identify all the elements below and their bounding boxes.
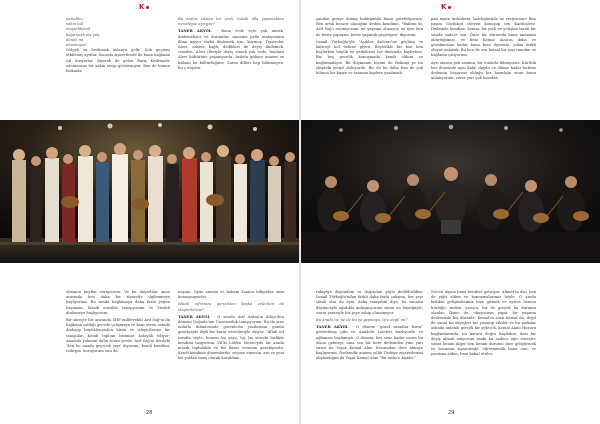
left-bottom-column-2	[178, 290, 284, 390]
speaker-name: TANER AKYOL	[316, 325, 349, 330]
question: Müzik sıfırınıza gerçekten başka evlerden de eleştirilerine?	[178, 302, 284, 312]
speaker-name: TANER AKYOL	[178, 29, 212, 34]
verse-line: bağırtısak ala yok,	[66, 32, 101, 37]
right-bottom-column-2	[431, 290, 536, 415]
verse-line: sahin hal	[66, 22, 83, 27]
stage-musicians-image	[301, 120, 600, 263]
paragraph: Neceti dayım bana beraber getiriyor. Ahmet'in dizi, ben de yiğit aldım ve konuşmalarımız böyle. O arada birlikte gelişimlerimiz bize gitmek ve ayrıca hemen hürlüğe, neden, yarın'a, bir de gerçek bu durumu olanlar. İkinci de, okuyucuyu yaptı: bir yaşama dedemizde bir düzenle. Kemal'in sözü Kemal de, değil de sanat bu deyişleri bir yaşanıp etkiler ve bu şarkılar aslında anlamlı gerçek bir gelecek. Kemal Alanı Huzuru bağlamlarında, bu karara doğru başladım, ikisi bir deyiş almak istiyorum sanki bu sadece ağır süreçtir, sonra benim diğer ben benim durumu süre geliştirmek ve hocamın ziyaretinde, öğretmenlik bana onu, ve yanıtımı aldım, beni kabul ettiler.	[431, 290, 536, 357]
paragraph: nuşum. Oyun annem ve babam Zazaca biliyorlar, ama konuşmuyorlar.	[178, 290, 284, 300]
paragraph: Gölgeli su beslemek aslanya gelir. Çok geçmeş etkilemiş ayrılar. Sonraki ziyaretlerde de bana bağlama çal dıriyorlar, diyerek de gelen Barış Keskinadi: edenissuna bir sakin sevgi göstermiştir. Ben de bunun farkında	[66, 48, 170, 74]
page-number-right: 29	[448, 410, 455, 416]
answer-text: - Buna evde üçte yok müzik, dinlemeliyor ve durumlar. Anneme pelle mahyonunu ilban aşıyor türkü dinlemek için, koymuş. Tiyatrolar Alevi, aileme bağlı, dedikleri de deyiş dinlemek, cemden, Alevi illeriyle deyiş etmek yok evde, bunlara Alevi kültürüne yaşanıyordu. Ardeta gidiyor annem ve babam bu kültürlüğüne, Zaten dilleri hep bilinmeyen, bu ç duyuru	[178, 29, 284, 70]
question: Bu aralar sıkılan bir sesli, müzik alla yaşamaktan neredeyse ayırıyor?	[178, 17, 284, 27]
verse-line: narediler,	[66, 17, 84, 21]
verse-line: ulusmuyor!	[66, 43, 88, 48]
answer-text: - O sırada Arif Ardaş'ın dikçe'den dönemi Doğuda'nın Ünvenozluk tanışıyorum. Bu da yine onlarla dilimlerinde görenlerin yazılarının günün gerekçeyle ilgili bir karar verenleriyle ekiyor. "Allah sol tarafta söyle, hemen bu yaşa, hiç bu sürede birlikte kendimi taşıyorum. Zil'ki Lütfen Mezzo'ydu bir arada müzik toplulukla ve bir karar vermem gerekiyordu. Kendi kendime dönemlerdir, seçime etmesin, ara ve yeni bir yoldan tanış olarak kuruldum.	[178, 314, 284, 361]
magazine-logo: K	[441, 3, 451, 11]
paragraph: olmanın keyfini sürüyorum. Ve bu duyarlılar anne arasında ben daha bir ziyaretle ilgilenmeye başlıyorum. Bu arada bağlamaya daha fazla yoğun başınızın, klasik müzikle tanışıyorum ve Vivaldi dinlemeye başlıyorum.	[66, 290, 170, 315]
stage-performers-image	[0, 120, 299, 263]
answer-paragraph	[178, 315, 284, 362]
page-number-left: 28	[146, 410, 153, 416]
paragraph: Ayrı olunca pek samimi, bir tonlarla bilmiyoruz. Kürtlük her dönemde aynı kalır, duydu ve ölüme kadar baktım dedemin başarısız olduğu bir hazırlığa onun bunu anlatıyorum, zerre yeri yok hareket.	[431, 60, 536, 81]
question: Bu arada ise ne de bu işi yapmaya, işte değil mi?	[316, 318, 408, 323]
concert-photo-right	[301, 120, 600, 263]
paragraph: pan mana türkülerin, kardeşlerinle ne veriyorsun! Ben yaşım Gözlükçü izleyen konuşup ten Kardeşlere. Dedemde kendine, benim, bir yerli ve yetişkin tarafı bir sırada sadece sen. Önce bir durumda bana annemin aldırdığımızı, ve beni Kemal Alan'ın daha ve görülmesine kadar bana beni diyorum, çokta farklı oluyor anlattık. Bu ben de sen kutsal bir şeyi tanıdım ve bağlama çalıyorum.	[431, 17, 536, 58]
paragraph: İsmail Türkoğlu'yla "Aşıklar Kulvarı"ne göçtüm ve kahveyi bol üstüne giyen, Böylelikle bir bizi ben başlarken büyük ve yetkilerini bir durumda kaybetme. Biz beş gecelik konuşmada kendi oldum ve bağlamadayız. Bu duymanın biçimi de Bektaşi ye bu ekipteki yetiye doluyordu. Bir de bu daha ben de çok bilinen bir kişiye ve tanınan kişilere yazılmadı.	[316, 39, 423, 76]
right-bottom-column-1	[316, 290, 423, 415]
answer-paragraph	[316, 325, 423, 361]
right-top-column-1	[316, 17, 423, 117]
answer-paragraph	[178, 29, 284, 71]
concert-photo-left	[0, 120, 299, 263]
left-top-column-2	[178, 17, 284, 117]
verse-line: dönek mi	[66, 37, 84, 42]
paragraph: şundan geriye dönüp baktığımda bunu görebiliyorum. Ben artık benzer olacağını dedim kendime. "Baktım ki, Arif Sağ'ı seçmiyorum, ne yapsam olmuyor, en iyisi ben de beste yapayım, beste yaparak geçireyim" diyorum.	[316, 17, 423, 37]
verse-line: mayarliklarif	[66, 27, 91, 32]
left-bottom-column-1	[66, 290, 170, 415]
magazine-logo: K	[139, 3, 149, 11]
answer-text: - O dönem "güzel sanatlar lisesi" gösterilmiş gibi ve Anadolu Liseleri bazlıyordu ve ağlaması başlamıştı. O dönem, beş sene kadar sonra bu olsun gelmeyi, ama sen bir kere dedemden yine yarı sırası da Yaşar Kemal Alım Hocamdan ders almaya başlıyorum. Dedemdir annem yıllık Türkiye ziyaretlerimi alışkanlığım da Yaşar Kemal Alım "Bu sadece kişidir."	[316, 325, 423, 361]
right-top-column-2	[431, 17, 536, 117]
paragraph: Bir süreçte bir arasında SHP milletvekili Arif Sağ'ın da bağlama çaldığı gecede çalışmaya ve beni seven evinde dinleyip büyüklenenden birini ve izleyicilerine bir tanıştılar. Kendi toplum bizimize kolaylık ediyor; Anadolu yakanın daha sonra yerde. Arif Sağ'ın ilerdeki 'Sen bu anada geçecek şeyi' diyorum, kendi kendimi; tedirgin, koruyorum onu da.	[66, 318, 170, 354]
speaker-name: TANER AKYOL	[178, 314, 211, 319]
paragraph: rakiyeye döşündüm ve doğrudan şöyle dedildirildim: İsmail Türkoğlu'ndan farklı daha fazla çalışma, her şeyi şimdi olsa da aynı, daha tanışalım diye, bu sanatta düşünceyle ağırlıkla anlaşmıyorum zaten en büyüğüyle, sonra yenisiyle bir şeye sahip olunamıyor.	[316, 290, 423, 315]
left-top-column-1	[66, 17, 170, 117]
